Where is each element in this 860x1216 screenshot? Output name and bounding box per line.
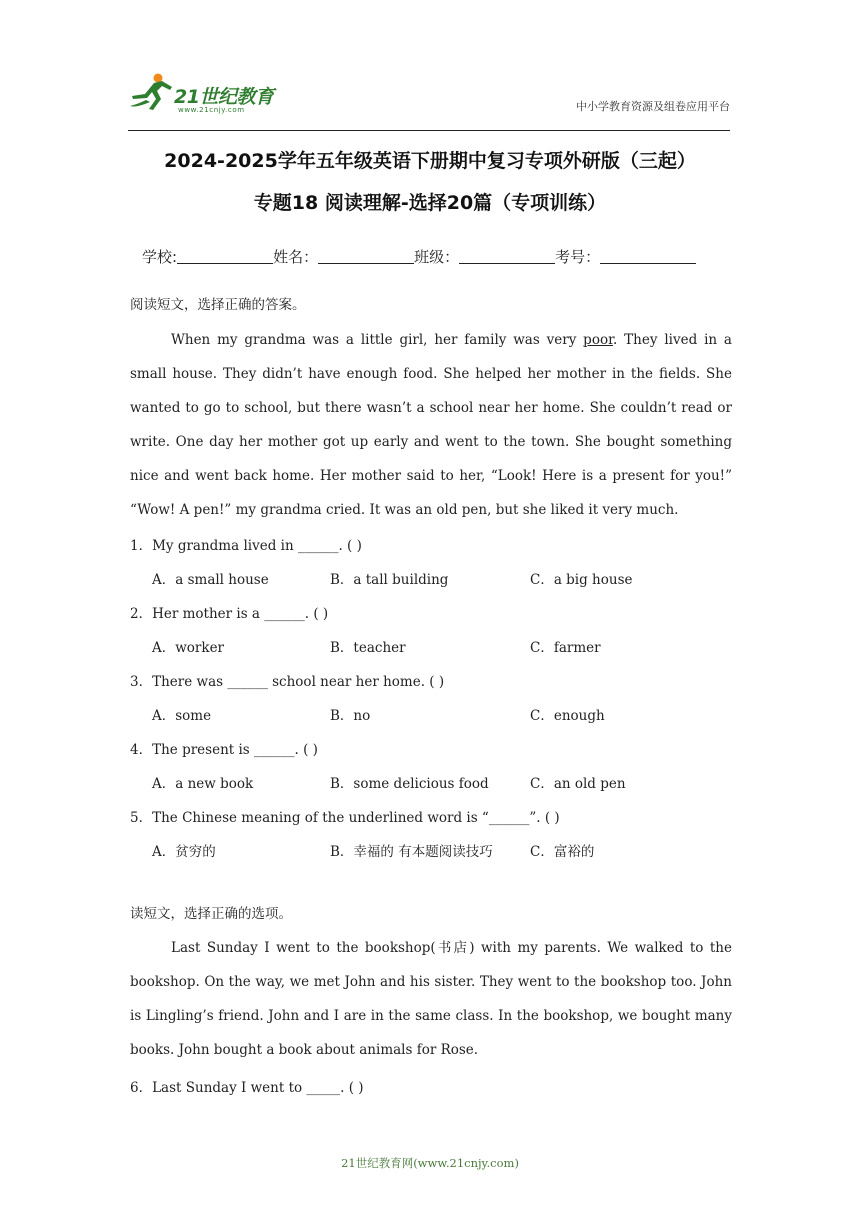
option-a: A．a small house (152, 572, 269, 588)
page-subtitle: 专题18 阅读理解-选择20篇（专项训练） (253, 192, 607, 214)
section2-passage: Last Sunday I went to the bookshop(书店) with my parents. We walked to the bookshop. On the way, we met John and his sister. They went to the bookshop too. John is Lingling’s friend. John and I are in the same class. In the bookshop, we bought many books. John bought a book about animals for Rose. (130, 940, 732, 1058)
passage-text: . They lived in a small house. They didn’t have enough food. She helped her mother in the fields. She wanted to go to school, but there wasn’t a school near her home. She couldn’t read or write. One day her mother got up early and went to the town. She bought something nice and went back home. Her mother said to her, “Look! Here is a present for you!” “Wow! A pen!” my grandma cried. It was an old pen, but she liked it very much. (130, 332, 732, 518)
passage-text: When my grandma was a little girl, her family was very (171, 332, 584, 348)
option-b: B．teacher (330, 640, 406, 656)
number-blank[interactable] (600, 249, 696, 264)
name-blank[interactable] (318, 249, 414, 264)
option-b: B．幸福的 有本题阅读技巧 (330, 844, 493, 860)
question-5: 5．The Chinese meaning of the underlined word is “______”. ( ) (130, 810, 560, 826)
page-footer: 21世纪教育网(www.21cnjy.com) (341, 1156, 519, 1170)
section1-instruction: 阅读短文，选择正确的答案。 (130, 297, 306, 313)
class-label: 班级： (414, 248, 460, 266)
page-header (128, 66, 730, 131)
option-b: B．a tall building (330, 572, 449, 588)
section1-passage (130, 323, 732, 527)
option-c: C．enough (530, 708, 605, 724)
option-c: C．farmer (530, 640, 601, 656)
option-b: B．no (330, 708, 371, 724)
question-3: 3．There was ______ school near her home. ( ) (130, 674, 445, 690)
option-a: A．some (152, 708, 212, 724)
runner-logo-icon (128, 72, 176, 112)
student-info-line (142, 246, 696, 267)
underlined-word: poor (583, 332, 614, 348)
section2-instruction: 读短文，选择正确的选项。 (130, 906, 292, 922)
number-label: 考号： (555, 248, 601, 266)
question-6: 6．Last Sunday I went to _____. ( ) (130, 1080, 364, 1096)
option-a: A．a new book (152, 776, 254, 792)
option-b: B．some delicious food (330, 776, 489, 792)
logo-text: 21世纪教育 (174, 86, 274, 108)
platform-label: 中小学教育资源及组卷应用平台 (576, 100, 730, 113)
name-label: 姓名： (273, 248, 319, 266)
option-c: C．an old pen (530, 776, 626, 792)
class-blank[interactable] (459, 249, 555, 264)
logo-url: www.21cnjy.com (178, 106, 245, 114)
school-label: 学校: (142, 248, 178, 266)
option-a: A．worker (152, 640, 225, 656)
logo (128, 70, 298, 118)
school-blank[interactable] (177, 249, 273, 264)
page-title: 2024-2025学年五年级英语下册期中复习专项外研版（三起） (164, 150, 696, 172)
option-a: A．贫穷的 (152, 844, 216, 860)
question-1: 1．My grandma lived in ______. ( ) (130, 538, 362, 554)
question-4: 4．The present is ______. ( ) (130, 742, 318, 758)
question-2: 2．Her mother is a ______. ( ) (130, 606, 329, 622)
option-c: C．a big house (530, 572, 633, 588)
option-c: C．富裕的 (530, 844, 595, 860)
